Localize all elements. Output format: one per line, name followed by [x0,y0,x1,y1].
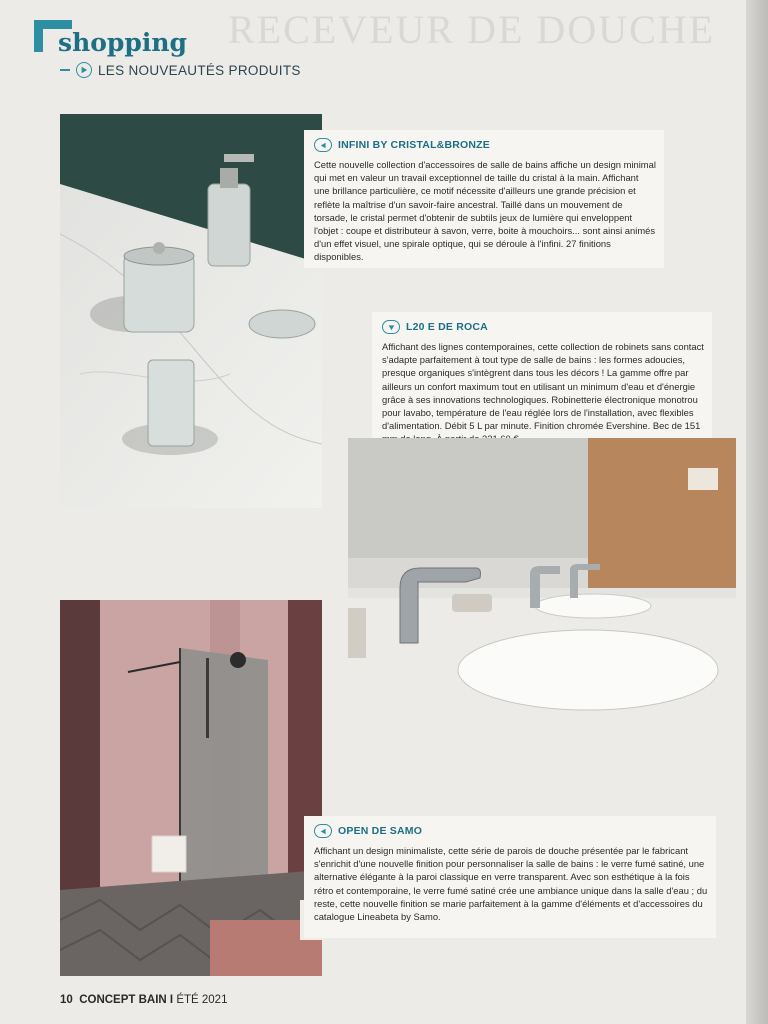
arrow-left-icon [314,824,332,838]
arrow-down-icon [382,320,400,334]
footer-separator: I [169,994,174,1006]
issue-label: ÉTÉ 2021 [176,994,228,1006]
article-header [314,824,708,838]
divider [60,69,70,71]
article-infini [304,130,664,268]
article-body: Affichant des lignes contemporaines, cette collection de robinets sans contact s'adapte parfaitement à tout type de salle de bains : les formes adoucies, presque organiques s'intègrent dans tous les décors ! La gamme offre par ailleurs un confort maximum tout en utilisant un minimum d'eau et d'énergie grâce à ses innovations technologiques. Robinetterie électronique monotrou pour lavabo, température de l'eau réglée lors de l'installation, avec flexibles d'alimentation. Débit 5 L par minute. Finition chromée Evershine. Bec de 151 [382,341,704,432]
page-footer [60,994,227,1006]
article-body: Cette nouvelle collection d'accessoires de salle de bains affiche un design minimal qui met en valeur un travail exceptionnel de taille du cristal à la main. Affichant une brillance particulière, ce motif nécessite d'ailleurs une grande précision et reflète la maîtrise d'un savoir-faire ancestral. Taillé dans un mouvement de torsade, le cristal permet d'obtenir de subtils jeux de lumière qui enveloppent l'objet : coupe et distributeur à savon, verre, boite à mouchoirs... sont ainsi animés d'un effet visuel, une spirale optique, qui se déroule à l'infini. 27 finitions disponibles. [314,159,656,263]
photo-faucet-basin [348,438,736,718]
section-subtitle: LES NOUVEAUTÉS PRODUITS [98,62,301,78]
article-title: OPEN DE SAMO [338,825,423,837]
photo-shower-enclosure [60,600,322,976]
page-number: 10 [60,994,73,1006]
article-samo [304,816,716,938]
magazine-name: CONCEPT BAIN [79,994,167,1006]
article-body: Affichant un design minimaliste, cette série de parois de douche présentée par le fabricant s'enrichit d'une nouvelle finition pour personnaliser la salle de bains : le verre fumé satiné, une alternative élégante à la paroi classique en verre transparent. Avec son esthétique à la fois rétro et contemporaine, le verre fumé satiné crée une ambiance unique dans la salle d'eau ; du reste, cette nouvelle finition se marie parfaitement à la gamme d'éléments et d'accessoires du catalogue Lineabeta by Samo. [314,845,708,923]
play-arrow-icon [76,62,92,78]
page-binding-edge [746,0,768,1024]
article-header [314,138,656,152]
section-title: shopping [58,28,188,57]
section-subtitle-row [60,62,301,78]
arrow-left-icon [314,138,332,152]
ghost-heading: RECEVEUR DE DOUCHE [228,7,716,52]
article-title: L20 E DE ROCA [406,321,488,333]
photo-crystal-accessories [60,114,322,508]
article-header [382,320,704,334]
article-title: INFINI BY CRISTAL&BRONZE [338,139,490,151]
